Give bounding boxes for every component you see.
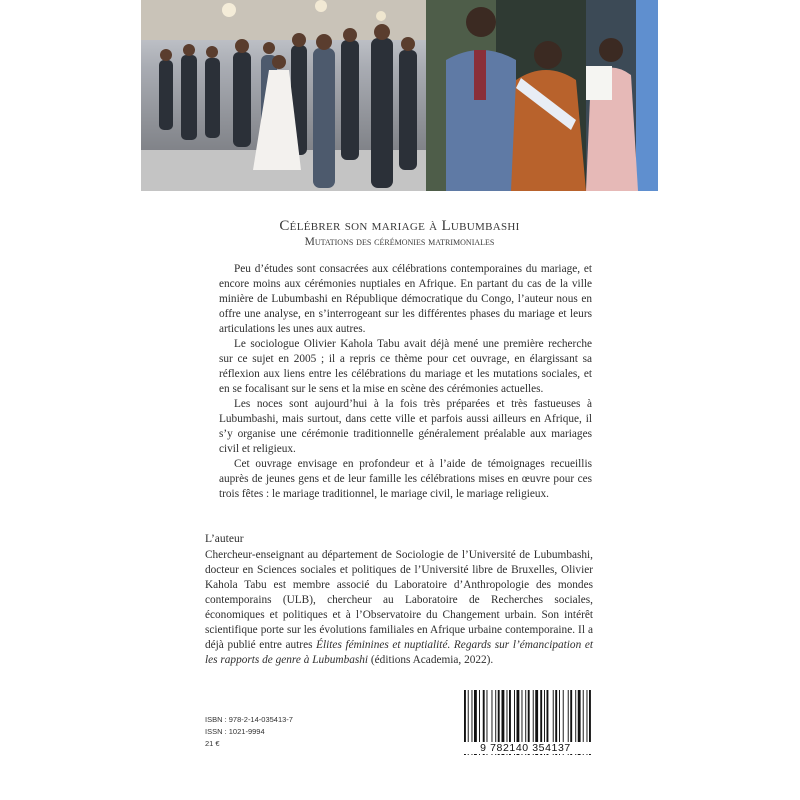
barcode-digits: 9 782140 354137 xyxy=(458,742,593,754)
book-title: Célébrer son mariage à Lubumbashi xyxy=(279,218,520,234)
book-summary xyxy=(219,262,592,502)
author-bio xyxy=(205,548,593,668)
book-back-cover xyxy=(141,0,658,800)
title-block xyxy=(141,218,658,249)
wedding-dance-photo xyxy=(141,0,426,191)
photo-strip xyxy=(141,0,658,191)
summary-paragraph: Les noces sont aujourd’hui à la fois très préparées et très fastueuses à Lubumbashi, mais surtout, dans cette ville et parfois aussi ailleurs en Afrique, il s’y organise une cérémonie traditionnelle généralement préalable aux mariages civil et religieux. xyxy=(219,398,592,455)
author-publication-title: Élites féminines et nuptialité. Regards sur l’émancipation et les rapports de genre à Lubumbashi xyxy=(205,639,593,666)
book-subtitle: Mutations des cérémonies matrimoniales xyxy=(304,236,495,248)
isbn: ISBN : 978-2-14-035413-7 xyxy=(205,715,293,724)
isbn-block xyxy=(205,714,293,750)
summary-paragraph: Peu d’études sont consacrées aux célébrations contemporaines du mariage, et encore moins aux cérémonies nuptiales en Afrique. En partant du cas de la ville minière de Lubumbashi en République démocratique du Congo, l’auteur nous en offre une analyse, en s’interrogeant sur les différentes phases du mariage et leurs articulations les unes aux autres. xyxy=(219,263,592,335)
price: 21 € xyxy=(205,739,220,748)
summary-paragraph: Cet ouvrage envisage en profondeur et à l’aide de témoignages recueillis auprès de jeunes gens et de leur famille les célébrations mises en œuvre pour ces trois fêtes : le mariage traditionnel, le mariage civil, le mariage religieux. xyxy=(219,458,592,500)
summary-paragraph: Le sociologue Olivier Kahola Tabu avait déjà mené une première recherche sur ce sujet en 2005 ; il a repris ce thème pour cet ouvrage, en élargissant sa réflexion aux liens entre les célébrations du mariage et les mutations sociales, et en se focalisant sur le sens et la mise en scène des cérémonies actuelles. xyxy=(219,338,592,395)
issn: ISSN : 1021-9994 xyxy=(205,727,265,736)
author-bio-end: (éditions Academia, 2022). xyxy=(368,654,494,666)
author-heading: L’auteur xyxy=(205,533,244,545)
couple-with-certificate-photo xyxy=(426,0,658,191)
author-bio-text: Chercheur-enseignant au département de Sociologie de l’Université de Lubumbashi, docteur en Sciences sociales et politiques de l’Université libre de Bruxelles, Olivier Kahola Tabu est membre associé du Laboratoire d’Anthropologie des mondes contemporains (ULB), chercheur au Laboratoire de Recherches sociales, économiques et politiques et à l’Observatoire du Changement urbain. Son intérêt scientifique porte sur les évolutions familiales en Afrique urbaine contemporaine. Il a déjà publié entre autres xyxy=(205,549,593,651)
